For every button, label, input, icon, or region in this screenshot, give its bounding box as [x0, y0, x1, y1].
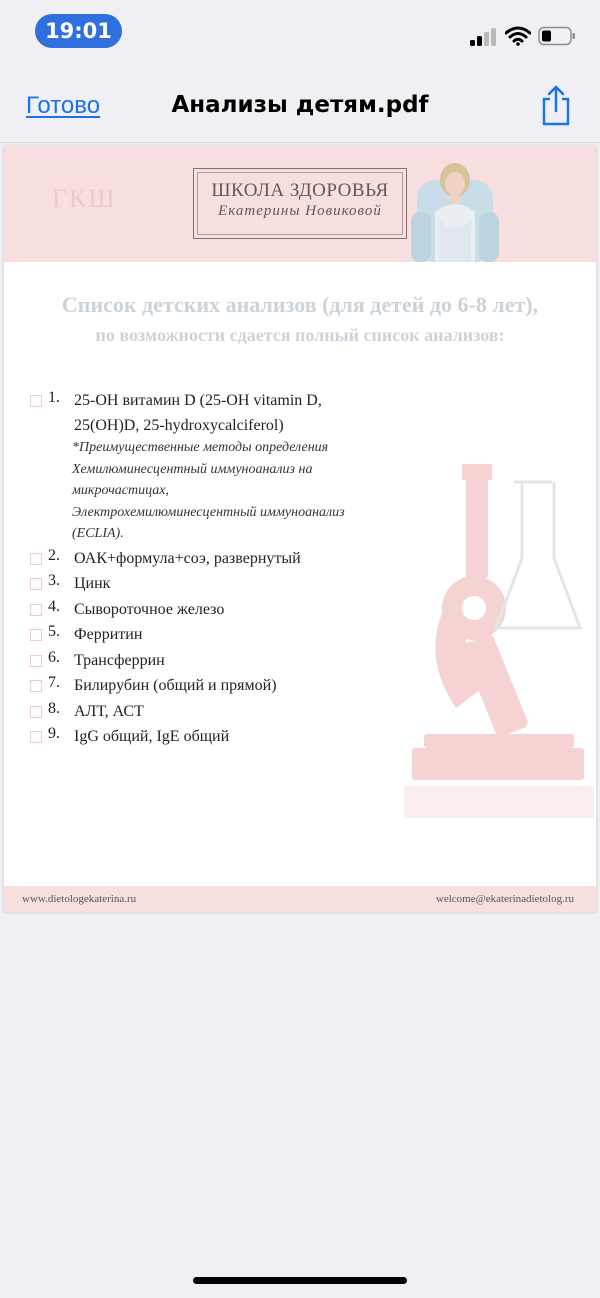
note-line: Хемилюминесцентный иммуноанализ на [72, 461, 313, 477]
checkbox[interactable] [30, 706, 42, 718]
item-text: 25-ОН витамин D (25-OH vitamin D, [74, 392, 322, 409]
pdf-page[interactable] [4, 146, 596, 912]
checkbox[interactable] [30, 553, 42, 565]
brand-title: ШКОЛА ЗДОРОВЬЯ [211, 180, 389, 201]
item-text: IgG общий, IgE общий [74, 728, 230, 745]
checkbox[interactable] [30, 395, 42, 407]
checkbox[interactable] [30, 578, 42, 590]
footer-email: welcome@ekaterinadietolog.ru [435, 893, 574, 905]
item-text: Билирубин (общий и прямой) [74, 677, 277, 694]
item-text: АЛТ, АСТ [74, 703, 144, 720]
checkbox[interactable] [30, 655, 42, 667]
item-text-continued: 25(OH)D, 25-hydroxycalciferol) [74, 417, 284, 434]
note-line: микрочастицах, [72, 483, 170, 498]
pdf-header-banner [4, 146, 596, 262]
faded-logo-mark: ГКШ [52, 184, 117, 213]
item-text: Цинк [74, 575, 111, 592]
item-number: 7. [48, 674, 60, 691]
status-bar [0, 0, 600, 64]
brand-logo [193, 168, 407, 239]
checkbox[interactable] [30, 604, 42, 616]
item-text: Трансферрин [74, 652, 165, 669]
note-line: Электрохемилюминесцентный иммуноанализ [72, 504, 345, 520]
item-number: 1. [48, 389, 60, 406]
item-number: 5. [48, 623, 60, 640]
item-number: 9. [48, 725, 60, 742]
pdf-footer [4, 886, 596, 912]
item-text: ОАК+формула+соэ, развернутый [74, 550, 301, 567]
list-title: Список детских анализов (для детей до 6-8 лет), [61, 292, 539, 317]
item-number: 4. [48, 598, 60, 615]
item-number: 2. [48, 547, 60, 564]
item-text: Ферритин [74, 626, 143, 643]
author-portrait-image [409, 150, 501, 262]
item-number: 8. [48, 700, 60, 717]
footer-website: www.dietologekaterina.ru [22, 893, 137, 905]
done-button[interactable]: Готово [26, 92, 101, 119]
checkbox[interactable] [30, 731, 42, 743]
note-line: *Преимущественные методы определения [72, 440, 329, 455]
share-icon[interactable] [538, 84, 574, 128]
checkbox[interactable] [30, 680, 42, 692]
navigation-bar [0, 64, 600, 143]
home-indicator[interactable] [193, 1277, 407, 1284]
item-text: Сывороточное железо [74, 601, 225, 618]
status-time: 19:01 [35, 14, 122, 48]
cellular-signal-icon [470, 28, 498, 46]
document-title: Анализы детям.pdf [171, 92, 429, 118]
microscope-watermark-icon [404, 458, 594, 818]
battery-icon [538, 26, 576, 46]
item-note [72, 437, 402, 545]
brand-signature: Екатерины Новиковой [218, 203, 382, 219]
wifi-icon [505, 26, 531, 46]
list-subtitle: по возможности сдается полный список анализов: [95, 325, 505, 345]
note-line: (ECLIA). [72, 526, 124, 541]
checkbox[interactable] [30, 629, 42, 641]
item-number: 6. [48, 649, 60, 666]
item-number: 3. [48, 572, 60, 589]
